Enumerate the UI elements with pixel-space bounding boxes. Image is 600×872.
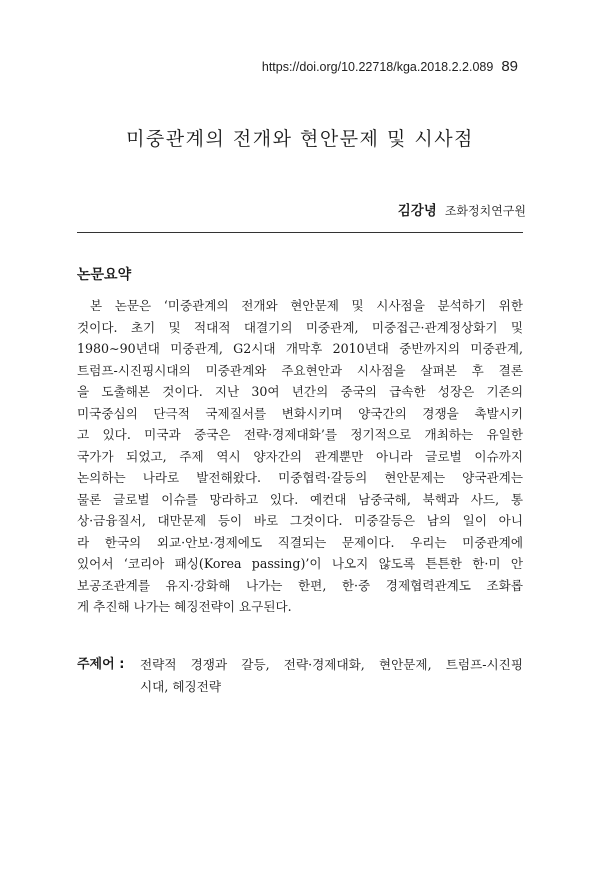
keywords-label: 주제어 : (77, 657, 125, 672)
abstract-line: 고 있다. 미국과 중국은 전략·경제대화’를 정기적으로 개최하는 유일한 (77, 427, 523, 442)
abstract-line: 상·금융질서, 대만문제 등이 바로 그것이다. 미중갈등은 남의 일이 아니 (77, 513, 523, 528)
abstract-line: 논의하는 나라로 발전해왔다. 미중협력·갈등의 현안문제는 양국관계는 (77, 470, 523, 485)
divider (77, 232, 523, 233)
abstract-line: 있어서 ‘코리아 패싱(Korea passing)’이 나오지 않도록 튼튼한 한·미 안 (77, 556, 523, 571)
abstract-line: 본 논문은 ‘미중관계의 전개와 현안문제 및 시사점을 분석하기 위한 (90, 298, 523, 313)
page-number: 89 (501, 58, 518, 75)
abstract-line: 것이다. 초기 및 적대적 대결기의 미중관계, 미중접근·관계정상화기 및 (77, 319, 523, 335)
keywords-text (140, 654, 523, 697)
abstract-line: 미국중심의 단극적 국제질서를 변화시키며 양국간의 경쟁을 촉발시키 (77, 405, 523, 421)
paper-title: 미중관계의 전개와 현안문제 및 시사점 (126, 128, 474, 150)
abstract-line: 게 추진해 나가는 혜징전략이 요구된다. (77, 599, 292, 614)
doi-header (0, 58, 518, 75)
author-block (398, 199, 526, 219)
abstract-line: 국가가 되었고, 주제 역시 양자간의 관계뿐만 아니라 글로벌 이슈까지 (77, 448, 523, 464)
author-name: 김강녕 (397, 203, 437, 219)
abstract-line: 트럼프-시진핑시대의 미중관계와 주요현안과 시사점을 살펴본 후 결론 (77, 362, 523, 378)
keywords-line: 시대, 헤징전략 (140, 678, 221, 694)
abstract-heading: 논문요약 (77, 267, 132, 283)
abstract-line: 물론 글로벌 이슈를 망라하고 있다. 예컨대 남중국해, 북핵과 사드, 통 (77, 491, 523, 507)
doi-link[interactable]: https://doi.org/10.22718/kga.2018.2.2.089 (261, 60, 494, 74)
abstract-line: 1980∼90년대 미중관계, G2시대 개막후 2010년대 중반까지의 미중관계, (77, 341, 523, 356)
abstract-line: 보공조관계를 유지·강화해 나가는 한편, 한·중 경제협력관계도 조화롭 (77, 577, 523, 593)
abstract-line: 라 한국의 외교·안보·경제에도 직결되는 문제이다. 우리는 미중관계에 (77, 534, 523, 550)
abstract-line: 을 도출해본 것이다. 지난 30여 년간의 중국의 급속한 성장은 기존의 (77, 384, 523, 399)
abstract-body (77, 295, 523, 618)
keywords-line: 전략적 경쟁과 갈등, 전략·경제대화, 현안문제, 트럼프-시진핑 (140, 657, 523, 672)
author-affiliation: 조화정치연구원 (444, 204, 526, 218)
